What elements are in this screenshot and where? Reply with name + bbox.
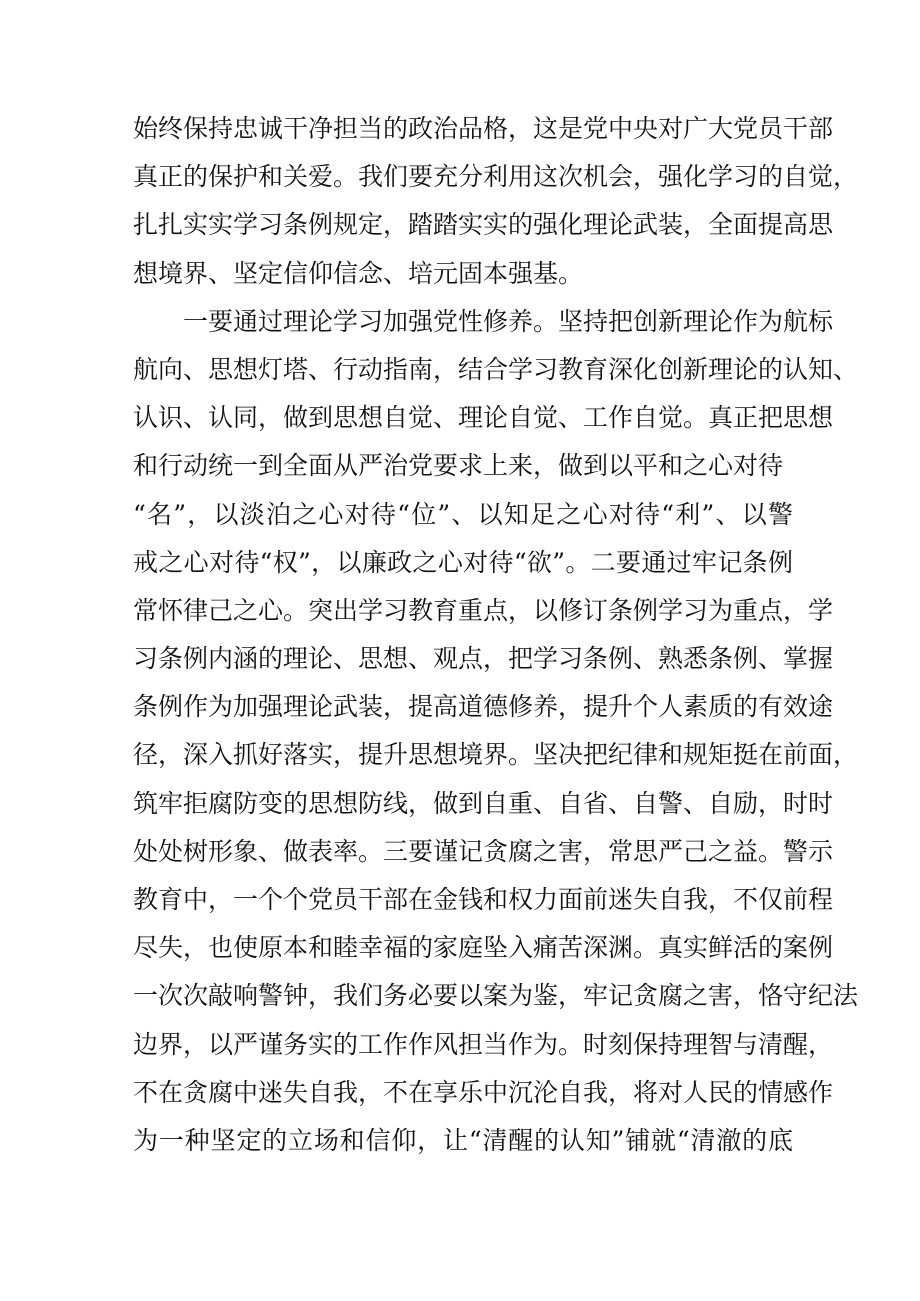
text-line: 和行动统一到全面从严治党要求上来，做到以平和之心对待	[133, 451, 784, 481]
text-line: 认识、认同，做到思想自觉、理论自觉、工作自觉。真正把思想	[133, 403, 834, 433]
text-line: 想境界、坚定信仰信念、培元固本强基。	[133, 258, 584, 288]
body-text	[133, 105, 859, 1165]
text-line: 尽失，也使原本和睦幸福的家庭坠入痛苦深渊。真实鲜活的案例	[133, 933, 834, 963]
text-line: 扎扎实实学习条例规定，踏踏实实的强化理论武装，全面提高思	[133, 210, 834, 240]
text-line: 教育中，一个个党员干部在金钱和权力面前迷失自我，不仅前程	[133, 885, 834, 914]
text-line: 航向、思想灯塔、行动指南，结合学习教育深化创新理论的认知、	[133, 354, 859, 384]
text-line: 真正的保护和关爱。我们要充分利用这次机会，强化学习的自觉，	[133, 162, 859, 192]
text-line: 习条例内涵的理论、思想、观点，把学习条例、熟悉条例、掌握	[133, 644, 834, 674]
text-line: 条例作为加强理论武装，提高道德修养，提升个人素质的有效途	[133, 692, 834, 722]
text-line: 筑牢拒腐防变的思想防线，做到自重、自省、自警、自励，时时	[133, 788, 834, 818]
text-line: 为一种坚定的立场和信仰，让“清醒的认知”铺就“清澈的底	[133, 1125, 793, 1155]
text-line: 戒之心对待“权”，以廉政之心对待“欲”。二要通过牢记条例	[133, 547, 793, 577]
text-line: 始终保持忠诚干净担当的政治品格，这是党中央对广大党员干部	[133, 114, 834, 143]
text-line: 不在贪腐中迷失自我，不在享乐中沉沦自我，将对人民的情感作	[133, 1077, 834, 1107]
text-line: 径，深入抓好落实，提升思想境界。坚决把纪律和规矩挺在前面，	[133, 740, 859, 770]
text-line: 一次次敲响警钟，我们务必要以案为鉴，牢记贪腐之害，恪守纪法	[133, 981, 859, 1011]
text-line: 边界，以严谨务实的工作作风担当作为。时刻保持理智与清醒，	[133, 1029, 834, 1059]
text-line: “名”，以淡泊之心对待“位”、以知足之心对待“利”、以警	[133, 499, 793, 529]
text-line: 常怀律己之心。突出学习教育重点，以修订条例学习为重点，学	[133, 595, 834, 625]
text-line: 一要通过理论学习加强党性修养。坚持把创新理论作为航标	[183, 306, 834, 336]
text-line: 处处树形象、做表率。三要谨记贪腐之害，常思严己之益。警示	[133, 836, 834, 866]
